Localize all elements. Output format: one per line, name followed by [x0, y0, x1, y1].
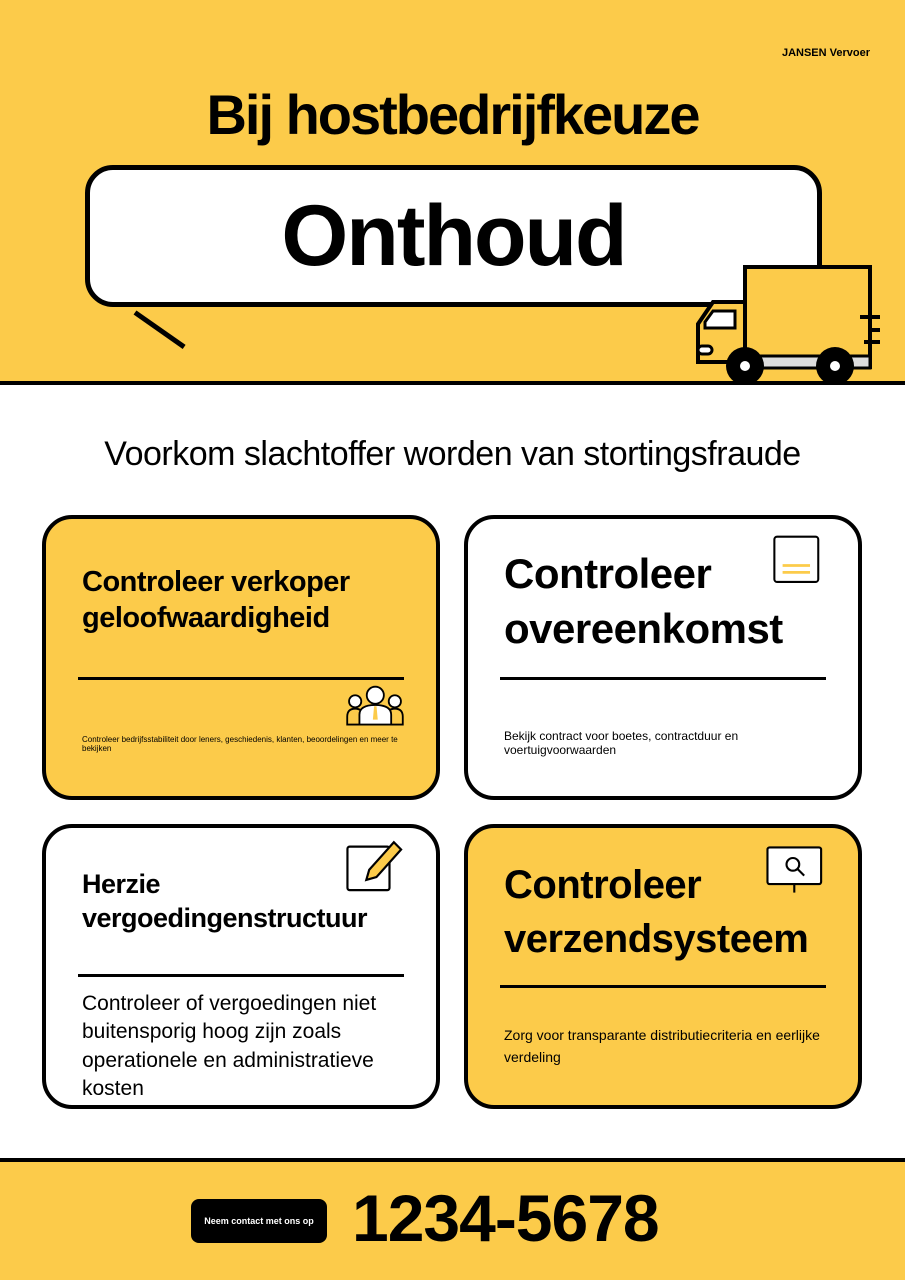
divider — [500, 985, 826, 988]
card-body: Zorg voor transparante distributiecriteria en eerlijke verdeling — [504, 1027, 820, 1066]
headline: Bij hostbedrijfkeuze — [206, 83, 699, 146]
card-fee-structure — [42, 824, 440, 1109]
card-title: Controleer verzendsysteem — [504, 863, 809, 961]
speech-bubble: Onthoud — [85, 165, 822, 307]
divider — [500, 677, 826, 680]
card-seller-credibility — [42, 515, 440, 800]
divider — [78, 974, 404, 977]
card-shipping-system — [464, 824, 862, 1109]
divider — [78, 677, 404, 680]
card-body: Controleer bedrijfsstabiliteit door leners, geschiedenis, klanten, beoordelingen en meer te bekijken — [82, 735, 398, 753]
phone-number: 1234-5678 — [352, 1181, 659, 1255]
subtitle: Voorkom slachtoffer worden van stortingsfraude — [104, 435, 801, 473]
card-title: Controleer overeenkomst — [504, 550, 783, 652]
brand-name: JANSEN Vervoer — [781, 47, 870, 59]
card-body: Controleer of vergoedingen niet buitensporig hoog zijn zoals operationele en administratieve kosten — [82, 992, 377, 1101]
card-agreement — [464, 515, 862, 800]
card-title: Herzie vergoedingenstructuur — [82, 869, 368, 933]
card-body: Bekijk contract voor boetes, contractduur en voertuigvoorwaarden — [504, 729, 739, 757]
contact-button[interactable]: Neem contact met ons op — [191, 1199, 327, 1243]
card-title: Controleer verkoper geloofwaardigheid — [82, 566, 350, 635]
truck-icon — [680, 262, 880, 387]
team-icon — [346, 683, 404, 727]
